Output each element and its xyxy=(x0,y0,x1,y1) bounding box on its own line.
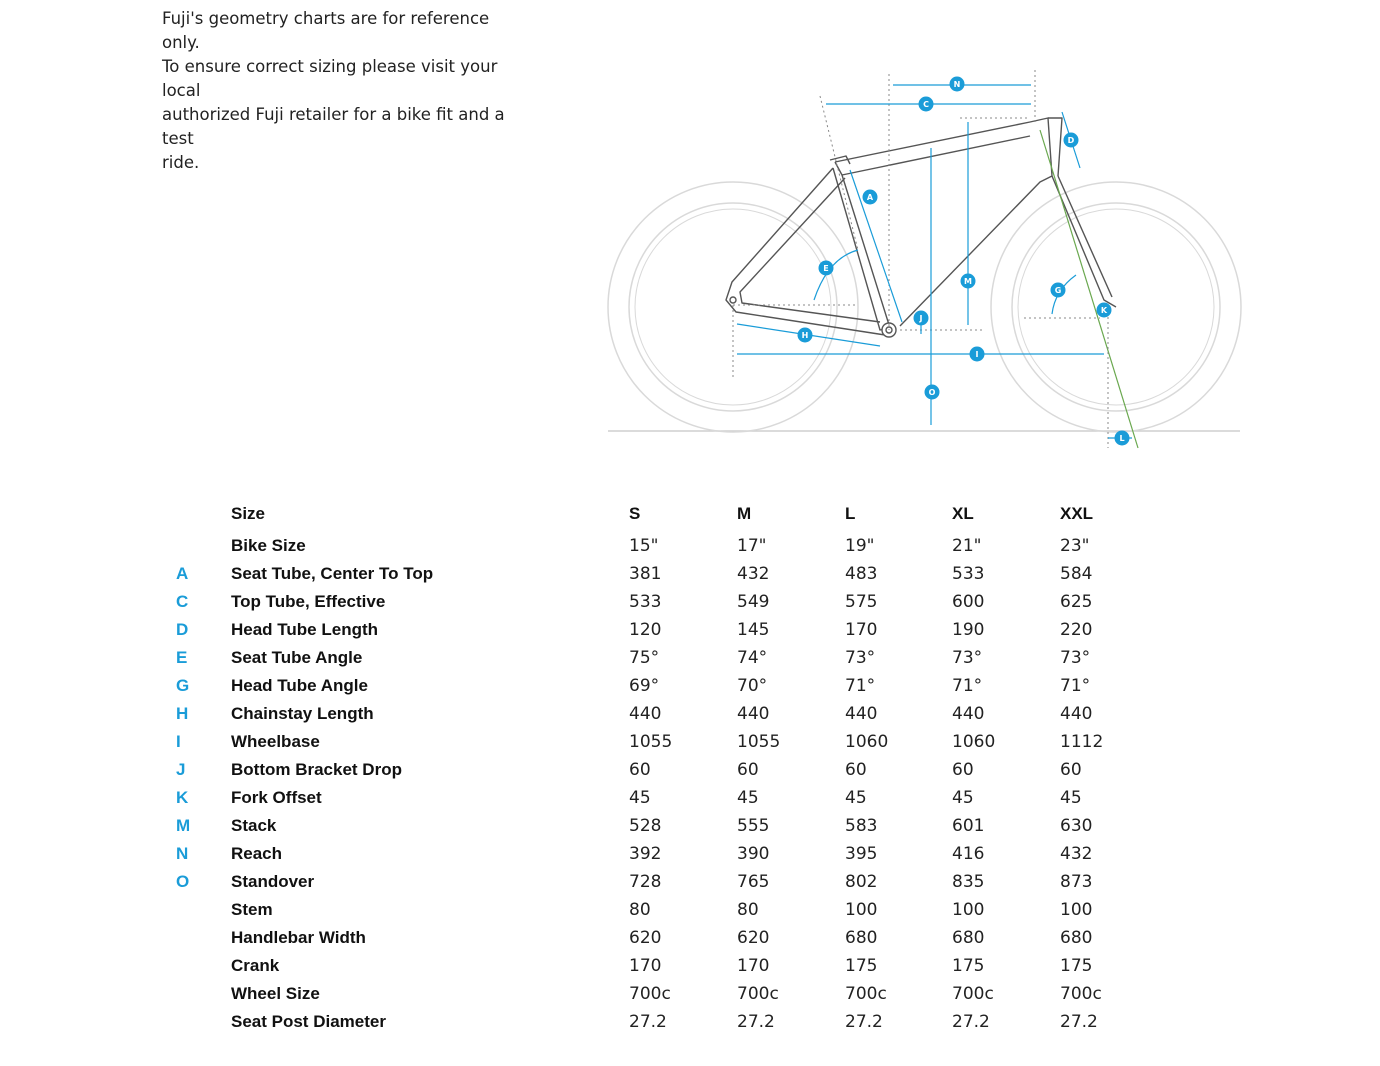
table-row xyxy=(0,924,1380,952)
table-cell: 71° xyxy=(845,676,876,696)
table-cell: 873 xyxy=(1060,872,1093,892)
bike-geometry-diagram xyxy=(600,60,1250,460)
table-cell: 60 xyxy=(845,760,867,780)
svg-text:D: D xyxy=(1067,136,1075,145)
marker-m xyxy=(961,274,976,289)
size-column-header: S xyxy=(629,504,641,523)
row-label: Stack xyxy=(231,816,277,835)
table-cell: 680 xyxy=(1060,928,1093,948)
row-label: Seat Post Diameter xyxy=(231,1012,386,1031)
table-row xyxy=(0,672,1380,700)
table-cell: 69° xyxy=(629,676,660,696)
table-cell: 392 xyxy=(629,844,662,864)
table-cell: 45 xyxy=(737,788,759,808)
table-cell: 45 xyxy=(952,788,974,808)
table-cell: 533 xyxy=(629,592,662,612)
size-column-header: L xyxy=(845,504,856,523)
disclaimer-line: To ensure correct sizing please visit your local xyxy=(162,57,498,100)
table-cell: 1060 xyxy=(845,732,889,752)
marker-n xyxy=(950,77,965,92)
table-cell: 73° xyxy=(1060,648,1091,668)
dimension-letter: G xyxy=(176,676,190,695)
table-cell: 175 xyxy=(845,956,878,976)
table-cell: 75° xyxy=(629,648,660,668)
table-cell: 620 xyxy=(737,928,770,948)
table-cell: 145 xyxy=(737,620,770,640)
row-label: Chainstay Length xyxy=(231,704,374,723)
table-cell: 765 xyxy=(737,872,770,892)
table-cell: 71° xyxy=(1060,676,1091,696)
size-header-label: Size xyxy=(231,504,266,523)
table-row xyxy=(0,784,1380,812)
table-row xyxy=(0,896,1380,924)
table-cell: 71° xyxy=(952,676,983,696)
svg-text:C: C xyxy=(923,100,929,109)
table-cell: 80 xyxy=(629,900,651,920)
table-cell: 440 xyxy=(845,704,878,724)
svg-text:A: A xyxy=(866,193,874,202)
disclaimer-line: Fuji's geometry charts are for reference only. xyxy=(162,9,490,52)
marker-h xyxy=(798,328,813,343)
table-row xyxy=(0,532,1380,560)
table-cell: 170 xyxy=(845,620,878,640)
table-cell: 100 xyxy=(952,900,985,920)
dimension-letter: J xyxy=(176,760,186,779)
table-row xyxy=(0,560,1380,588)
svg-text:E: E xyxy=(823,264,829,273)
table-row xyxy=(0,616,1380,644)
table-cell: 27.2 xyxy=(737,1012,775,1032)
size-column-header: XXL xyxy=(1060,504,1094,523)
table-cell: 175 xyxy=(1060,956,1093,976)
table-row xyxy=(0,700,1380,728)
marker-i xyxy=(970,347,985,362)
dimension-letter: M xyxy=(176,816,191,835)
table-cell: 70° xyxy=(737,676,768,696)
table-cell: 170 xyxy=(737,956,770,976)
row-label: Handlebar Width xyxy=(231,928,366,947)
table-cell: 583 xyxy=(845,816,878,836)
table-cell: 700c xyxy=(845,984,887,1004)
table-cell: 19" xyxy=(845,536,875,556)
table-cell: 555 xyxy=(737,816,770,836)
size-column-header: XL xyxy=(952,504,974,523)
table-cell: 27.2 xyxy=(845,1012,883,1032)
table-cell: 680 xyxy=(845,928,878,948)
table-row xyxy=(0,756,1380,784)
row-label: Crank xyxy=(231,956,280,975)
table-row xyxy=(0,812,1380,840)
marker-a xyxy=(863,190,878,205)
table-cell: 630 xyxy=(1060,816,1093,836)
table-cell: 60 xyxy=(737,760,759,780)
table-cell: 190 xyxy=(952,620,985,640)
table-cell: 27.2 xyxy=(952,1012,990,1032)
table-row xyxy=(0,644,1380,672)
table-cell: 533 xyxy=(952,564,985,584)
svg-text:K: K xyxy=(1100,306,1108,315)
row-label: Head Tube Length xyxy=(231,620,379,639)
disclaimer-line: ride. xyxy=(162,153,200,172)
disclaimer-line: authorized Fuji retailer for a bike fit and a test xyxy=(162,105,505,148)
table-row xyxy=(0,840,1380,868)
marker-c xyxy=(919,97,934,112)
table-cell: 584 xyxy=(1060,564,1093,584)
row-label: Fork Offset xyxy=(231,788,322,807)
row-label: Stem xyxy=(231,900,273,919)
dimension-letter: K xyxy=(176,788,189,807)
table-cell: 1055 xyxy=(629,732,673,752)
table-cell: 21" xyxy=(952,536,982,556)
marker-l xyxy=(1115,431,1130,446)
table-cell: 625 xyxy=(1060,592,1093,612)
marker-e xyxy=(819,261,834,276)
table-cell: 680 xyxy=(952,928,985,948)
table-cell: 45 xyxy=(1060,788,1082,808)
table-cell: 700c xyxy=(952,984,994,1004)
table-cell: 73° xyxy=(845,648,876,668)
table-cell: 700c xyxy=(737,984,779,1004)
table-cell: 620 xyxy=(629,928,662,948)
table-cell: 100 xyxy=(1060,900,1093,920)
table-cell: 440 xyxy=(1060,704,1093,724)
geometry-disclaimer xyxy=(162,7,532,175)
table-cell: 17" xyxy=(737,536,767,556)
svg-text:N: N xyxy=(953,80,961,89)
table-cell: 432 xyxy=(737,564,770,584)
row-label: Standover xyxy=(231,872,315,891)
svg-text:H: H xyxy=(801,331,809,340)
table-cell: 1060 xyxy=(952,732,996,752)
reference-lines xyxy=(733,70,1108,448)
table-cell: 74° xyxy=(737,648,768,668)
bike-frame xyxy=(726,118,1116,337)
table-row xyxy=(0,1008,1380,1036)
table-cell: 835 xyxy=(952,872,985,892)
table-cell: 700c xyxy=(629,984,671,1004)
svg-text:O: O xyxy=(928,388,936,397)
table-row xyxy=(0,728,1380,756)
table-cell: 120 xyxy=(629,620,662,640)
dimension-letter: C xyxy=(176,592,189,611)
table-row xyxy=(0,980,1380,1008)
table-cell: 802 xyxy=(845,872,878,892)
table-cell: 575 xyxy=(845,592,878,612)
table-cell: 170 xyxy=(629,956,662,976)
marker-o xyxy=(925,385,940,400)
table-cell: 700c xyxy=(1060,984,1102,1004)
svg-text:J: J xyxy=(919,314,923,323)
marker-g xyxy=(1051,283,1066,298)
row-label: Seat Tube Angle xyxy=(231,648,363,667)
table-cell: 27.2 xyxy=(1060,1012,1098,1032)
table-header-row xyxy=(0,500,1380,528)
dimension-letter: I xyxy=(176,732,181,751)
table-cell: 73° xyxy=(952,648,983,668)
table-row xyxy=(0,868,1380,896)
svg-text:G: G xyxy=(1054,286,1062,295)
table-cell: 432 xyxy=(1060,844,1093,864)
table-cell: 416 xyxy=(952,844,985,864)
table-cell: 381 xyxy=(629,564,662,584)
row-label: Wheel Size xyxy=(231,984,320,1003)
marker-k xyxy=(1097,303,1112,318)
dimension-letter: A xyxy=(176,564,189,583)
table-cell: 60 xyxy=(629,760,651,780)
table-cell: 1112 xyxy=(1060,732,1104,752)
table-cell: 549 xyxy=(737,592,770,612)
table-cell: 483 xyxy=(845,564,878,584)
table-cell: 1055 xyxy=(737,732,781,752)
table-cell: 728 xyxy=(629,872,662,892)
table-row xyxy=(0,588,1380,616)
row-label: Wheelbase xyxy=(231,732,320,751)
table-cell: 220 xyxy=(1060,620,1093,640)
table-cell: 60 xyxy=(952,760,974,780)
table-row xyxy=(0,952,1380,980)
svg-text:M: M xyxy=(964,277,972,286)
dimension-letter: N xyxy=(176,844,189,863)
table-cell: 23" xyxy=(1060,536,1090,556)
row-label: Top Tube, Effective xyxy=(231,592,386,611)
table-cell: 45 xyxy=(845,788,867,808)
table-cell: 100 xyxy=(845,900,878,920)
table-cell: 440 xyxy=(629,704,662,724)
table-cell: 440 xyxy=(952,704,985,724)
dimension-letter: D xyxy=(176,620,189,639)
table-cell: 27.2 xyxy=(629,1012,667,1032)
dimension-letter: H xyxy=(176,704,189,723)
table-cell: 440 xyxy=(737,704,770,724)
table-cell: 45 xyxy=(629,788,651,808)
dimension-letter: O xyxy=(176,872,190,891)
row-label: Seat Tube, Center To Top xyxy=(231,564,434,583)
table-cell: 60 xyxy=(1060,760,1082,780)
marker-d xyxy=(1064,133,1079,148)
table-cell: 600 xyxy=(952,592,985,612)
table-cell: 15" xyxy=(629,536,659,556)
row-label: Reach xyxy=(231,844,283,863)
table-cell: 601 xyxy=(952,816,985,836)
table-cell: 175 xyxy=(952,956,985,976)
dimension-letter: E xyxy=(176,648,188,667)
svg-text:L: L xyxy=(1119,434,1125,443)
row-label: Head Tube Angle xyxy=(231,676,368,695)
row-label: Bike Size xyxy=(231,536,306,555)
table-cell: 395 xyxy=(845,844,878,864)
table-cell: 80 xyxy=(737,900,759,920)
marker-j xyxy=(914,311,929,326)
size-column-header: M xyxy=(737,504,752,523)
row-label: Bottom Bracket Drop xyxy=(231,760,402,779)
svg-text:I: I xyxy=(975,350,979,359)
table-cell: 528 xyxy=(629,816,662,836)
table-cell: 390 xyxy=(737,844,770,864)
